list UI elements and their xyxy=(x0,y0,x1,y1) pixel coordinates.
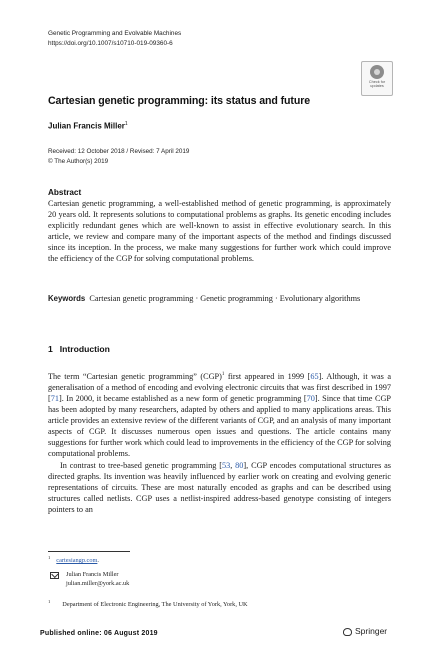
received-revised: Received: 12 October 2018 / Revised: 7 April 2019 xyxy=(48,148,190,155)
text-run: ]. In 2000, it became established as a new form of genetic programming [ xyxy=(59,393,307,403)
text-run: ]. Although, it was a generalisation of a method of encoding and evolving electronic circuits that was first described in 1997 [ xyxy=(48,371,391,403)
footnote-mark: 1 xyxy=(48,555,51,560)
text-run: ], CGP encodes computational structures as directed graphs. Its invention was heavily influenced by earlier work on creating and evolving generic representations of circuits. These are most naturally encoded as graphs and can be described using structures called netlists. CGP uses a netlist-inspired address-based genotype consisting of integers pointers to an xyxy=(48,460,392,514)
check-updates-label: Check for updates xyxy=(368,80,386,89)
paragraph xyxy=(48,460,391,515)
copyright: © The Author(s) 2019 xyxy=(48,157,109,165)
article-title: Cartesian genetic programming: its status and future xyxy=(48,95,311,107)
check-updates-icon xyxy=(370,65,384,79)
corresponding-author xyxy=(66,570,129,588)
citation-link[interactable]: 71 xyxy=(50,393,59,403)
journal-header xyxy=(48,29,181,48)
check-for-updates-badge[interactable] xyxy=(361,61,393,96)
text-run: ]. Since that time CGP has been adopted by many researchers, adapted by others and applied to many applications areas. This article provides an extensive review of the different variants of CGP, and an analysis of many important aspects of CGP. It discusses numerous open issues and questions. The article contains many suggestions for further work which could lead to improvements in the efficiency of the CGP for solving computational problems. xyxy=(48,393,391,459)
keywords-label: Keywords xyxy=(48,294,86,303)
keywords-text: Cartesian genetic programming · Genetic programming · Evolutionary algorithms xyxy=(89,294,361,303)
keywords xyxy=(48,293,391,304)
section-heading-introduction xyxy=(48,344,110,354)
introduction-body xyxy=(48,369,391,515)
citation-link[interactable]: 65 xyxy=(310,371,319,381)
publisher-name: Springer xyxy=(355,626,388,636)
footnote-link[interactable]: cartesiangp.com xyxy=(56,557,98,565)
text-run: In contrast to tree-based genetic programming [ xyxy=(60,460,222,470)
section-title: Introduction xyxy=(59,344,110,354)
published-online: Published online: 06 August 2019 xyxy=(40,630,158,637)
paragraph xyxy=(48,369,391,460)
citation-link[interactable]: 70 xyxy=(306,393,315,403)
citation-link[interactable]: 53 xyxy=(221,460,231,470)
doi-link[interactable]: https://doi.org/10.1007/s10710-019-09360-6 xyxy=(48,39,173,47)
citation-link[interactable]: 80 xyxy=(235,460,244,470)
text-run: The term “Cartesian genetic programming” (CGP) xyxy=(48,371,222,381)
affiliation-text: Department of Electronic Engineering, The University of York, York, UK xyxy=(62,601,248,609)
springer-horse-icon xyxy=(342,627,352,636)
footnote-divider xyxy=(48,551,130,552)
text-run: , xyxy=(230,460,236,470)
text-run: first appeared in 1999 [ xyxy=(224,371,311,381)
author-line xyxy=(48,121,128,131)
article-dates xyxy=(48,147,189,166)
affiliation-mark: 1 xyxy=(48,599,51,604)
author-affiliation-mark: 1 xyxy=(124,121,128,127)
contact-name: Julian Francis Miller xyxy=(66,571,119,578)
section-number: 1 xyxy=(48,344,53,354)
springer-logo xyxy=(342,626,387,636)
footnote-ref[interactable]: 1 xyxy=(221,372,225,377)
abstract-text: Cartesian genetic programming, a well-established method of genetic programming, is approximately 20 years old. It represents solutions to computational problems as graphs. Its genetic encoding includes explicitly redundant genes which are well-known to assist in effective evolutionary search. In this article, we review and compare many of the important aspects of the method and findings discussed since its inception. In the process, we make many suggestions for further work which could improve the efficiency of the CGP for solving computational problems. xyxy=(48,199,391,264)
author-name[interactable]: Julian Francis Miller xyxy=(48,121,125,131)
journal-name: Genetic Programming and Evolvable Machines xyxy=(48,30,182,37)
footnote-tail: . xyxy=(97,557,99,565)
contact-email[interactable]: julian.miller@york.ac.uk xyxy=(66,580,130,587)
envelope-icon xyxy=(50,572,59,579)
abstract-heading: Abstract xyxy=(48,188,82,197)
footnote-1 xyxy=(48,555,99,564)
affiliation xyxy=(48,599,248,608)
